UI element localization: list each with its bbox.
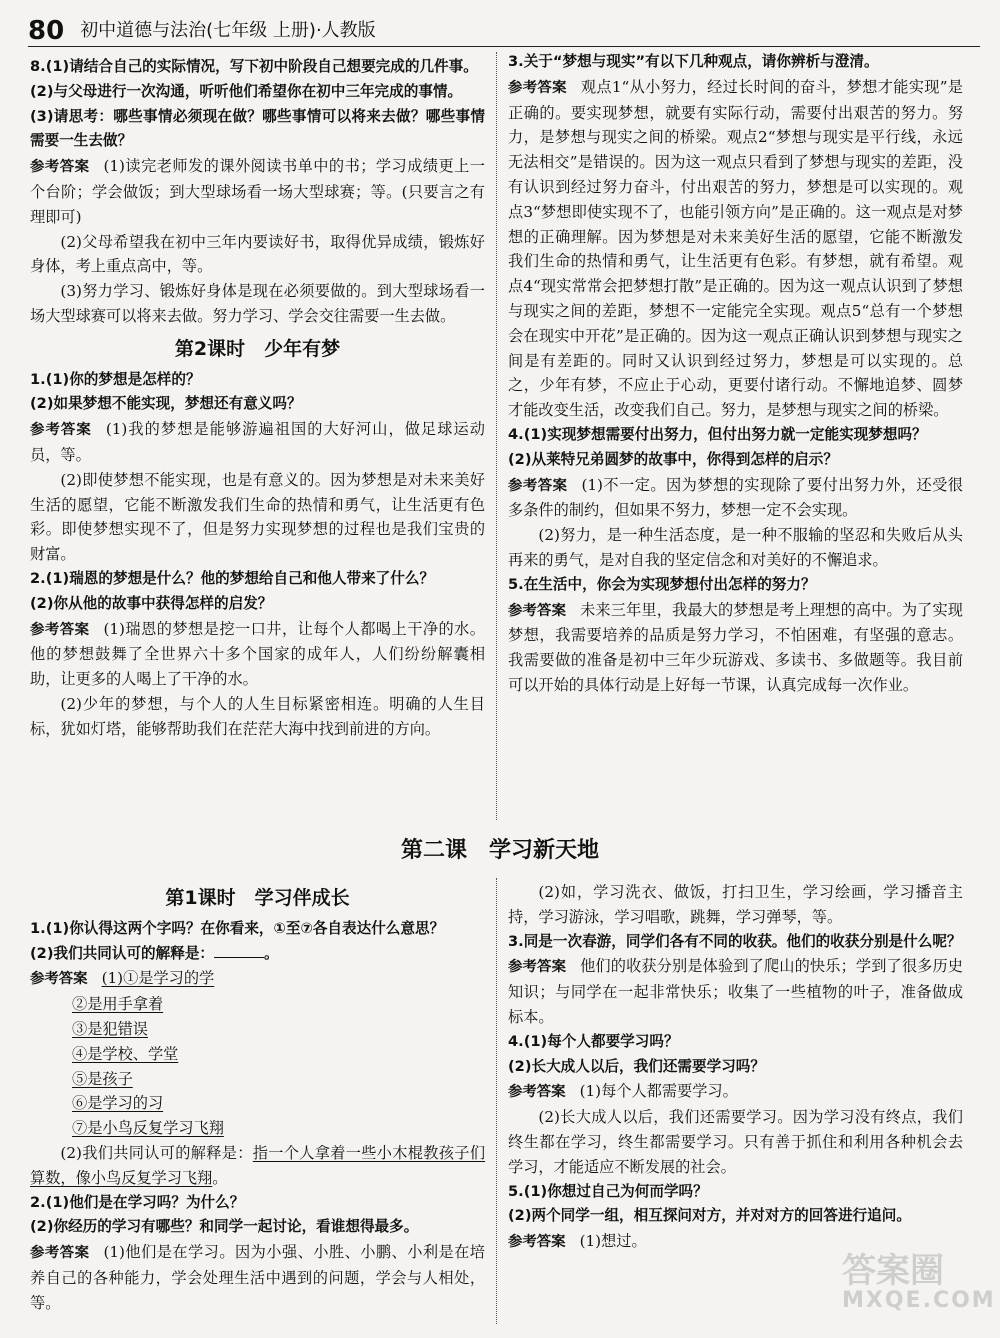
question: 3.关于“梦想与现实”有以下几种观点，请你辨析与澄清。 bbox=[508, 53, 879, 70]
answer-paragraph: (2)即使梦想不能实现，也是有意义的。因为梦想是对未来美好生活的愿望，它能不断激发我们生命的热情和勇气，让生活更有色彩。即使梦想实现不了，但是努力实现梦想的过程也是我们宝贵的财富。 bbox=[30, 470, 485, 564]
question: (2)两个同学一组，相互探问对方，并对对方的回答进行追问。 bbox=[508, 1207, 911, 1225]
answer-text: (2)我们共同认可的解释是： bbox=[60, 1143, 253, 1162]
lesson-title: 第二课 学习新天地 bbox=[400, 838, 599, 863]
answer-text: (1)瑞恩的梦想是挖一口井，让每个人都喝上干净的水。他的梦想鼓舞了全世界六十多个国家的成年人，人们纷纷解囊相助，让更多的人喝上了干净的水。 bbox=[30, 619, 485, 689]
site-watermark bbox=[842, 1251, 996, 1324]
answer-underlined: 指一个人拿着一些小木棍教孩子们算数，像小鸟反复学习飞翔 bbox=[30, 1143, 486, 1187]
answer bbox=[30, 966, 485, 992]
answer-list-text: ②是用手拿着 bbox=[72, 995, 164, 1014]
answer-paragraph: (2)父母希望我在初中三年内要读好书，取得优异成绩，锻炼好身体，考上重点高中，等。 bbox=[30, 232, 485, 276]
question-text: (2)我们共同认可的解释是： bbox=[30, 944, 215, 962]
question: 1.(1)你的梦想是怎样的？ bbox=[30, 370, 201, 388]
right-column-top bbox=[508, 50, 963, 698]
question: 2.(1)他们是在学习吗？为什么？ bbox=[30, 1193, 245, 1211]
answer bbox=[508, 75, 963, 423]
answer-text: (1)读完老师发的课外阅读书单中的书；学习成绩更上一个台阶；学会做饭；到大型球场看一场大型球赛；等。(只要言之有理即可) bbox=[30, 157, 485, 226]
section-title: 第2课时 少年有梦 bbox=[174, 337, 341, 360]
left-column-top bbox=[30, 55, 485, 742]
answer-label: 参考答案 bbox=[508, 1084, 566, 1101]
answer-text: 观点1“从小努力，经过长时间的奋斗，梦想才能实现”是正确的。要实现梦想，就要有实际行动，需要付出艰苦的努力。努力，是梦想与现实之间的桥梁。观点2“梦想与现实是平行线，永远无法相交”是错误的。因为这一观点只看到了梦想与现实的差距，没有认识到经过努力奋斗，付出艰苦的努力，梦想是可以实现的。观点3“梦想即使实现不了，也能引领方向”是正确的。这一观点是对梦想的正确理解。因为梦想是对未来美好生活的愿望，它能不断激发我们生命的热情和勇气，让生活更有色彩。有梦想，就有希望。观点4“现实常常会把梦想打散”是正确的。因为这一观点认识到了梦想与现实之间的差距，梦想不一定能完全实现。观点5“总有一个梦想会在现实中开花”是正确的。因为这一观点正确认识到梦想与现实之间是有差距的。同时又认识到经过努力，梦想是可以实现的。总之，少年有梦，不应止于心动，更要付诸行动。不懈地追梦、圆梦才能改变生活，改变我们自己。努力，是梦想与现实之间的桥梁。 bbox=[508, 77, 963, 420]
book-title: 初中道德与法治(七年级 上册)·人教版 bbox=[80, 20, 376, 42]
watermark-text: 答案圈 bbox=[842, 1251, 944, 1291]
page-number: 80 bbox=[28, 16, 65, 46]
answer-text: (1)想过。 bbox=[579, 1232, 647, 1251]
answer bbox=[508, 473, 963, 524]
answer-label: 参考答案 bbox=[508, 959, 567, 976]
question: 2.(1)瑞恩的梦想是什么？他的梦想给自己和他人带来了什么？ bbox=[30, 569, 435, 587]
answer-text: (1)每个人都需要学习。 bbox=[579, 1082, 738, 1101]
page-header bbox=[28, 6, 980, 47]
question bbox=[30, 942, 485, 967]
answer-text: 未来三年里，我最大的梦想是考上理想的高中。为了实现梦想，我需要培养的品质是努力学习，不怕困难，有坚强的意志。我需要做的准备是初中三年少玩游戏、多读书、多做题等。我目前可以开始的具体行动是上好每一节课，认真完成每一次作业。 bbox=[508, 600, 963, 694]
answer-label: 参考答案 bbox=[30, 422, 92, 439]
question: (2)与父母进行一次沟通，听听他们希望你在初中三年完成的事情。 bbox=[30, 82, 463, 100]
answer-label: 参考答案 bbox=[508, 79, 567, 96]
question: (2)如果梦想不能实现，梦想还有意义吗？ bbox=[30, 395, 302, 413]
answer bbox=[30, 1240, 485, 1315]
answer-paragraph: (2)努力，是一种生活态度，是一种不服输的坚忍和失败后从头再来的勇气，是对自我的坚定信念和对美好的不懈追求。 bbox=[508, 526, 963, 569]
question: (2)从莱特兄弟圆梦的故事中，你得到怎样的启示？ bbox=[508, 450, 838, 468]
answer-text: (1)我的梦想是能够游遍祖国的大好河山，做足球运动员，等。 bbox=[30, 420, 485, 464]
answer-label: 参考答案 bbox=[508, 1234, 566, 1251]
answer-label: 参考答案 bbox=[508, 602, 567, 619]
answer-label: 参考答案 bbox=[30, 621, 90, 638]
question: 5.(1)你想过自己为何而学吗？ bbox=[508, 1182, 708, 1200]
answer-text: 他们的收获分别是体验到了爬山的快乐；学到了很多历史知识；与同学在一起非常快乐；收集了一些植物的叶子，准备做成标本。 bbox=[508, 957, 963, 1026]
answer-label: 参考答案 bbox=[508, 477, 568, 494]
section-title: 第1课时 学习伴成长 bbox=[165, 887, 350, 909]
answer-label: 参考答案 bbox=[30, 159, 90, 176]
left-column-bottom bbox=[30, 878, 485, 1316]
answer-list-text: ⑤是孩子 bbox=[72, 1069, 133, 1088]
question: 4.(1)每个人都要学习吗？ bbox=[508, 1032, 679, 1050]
question: (2)长大成人以后，我们还需要学习吗？ bbox=[508, 1057, 765, 1075]
answer-blank bbox=[214, 943, 264, 958]
answer bbox=[30, 154, 485, 229]
answer-end: 。 bbox=[212, 1168, 228, 1187]
question: (3)请思考：哪些事情必须现在做？哪些事情可以将来去做？哪些事情需要一生去做？ bbox=[30, 107, 485, 150]
answer-label: 参考答案 bbox=[30, 971, 88, 988]
answer-text: (1)①是学习的学 bbox=[101, 969, 215, 988]
question: (2)你从他的故事中获得怎样的启发？ bbox=[30, 594, 273, 612]
answer-paragraph: (3)努力学习、锻炼好身体是现在必须要做的。到大型球场看一场大型球赛可以将来去做。努力学习、学会交往需要一生去做。 bbox=[30, 282, 485, 325]
answer-paragraph bbox=[30, 1141, 485, 1191]
answer-list-item bbox=[30, 1116, 485, 1141]
answer-paragraph: (2)少年的梦想，与个人的人生目标紧密相连。明确的人生目标，犹如灯塔，能够帮助我们在茫茫大海中找到前进的方向。 bbox=[30, 694, 485, 738]
answer-text: (1)不一定。因为梦想的实现除了要付出努力外，还受很多条件的制约，但如果不努力，梦想一定不会实现。 bbox=[508, 475, 963, 520]
question: 4.(1)实现梦想需要付出努力，但付出努力就一定能实现梦想吗？ bbox=[508, 425, 927, 443]
answer bbox=[30, 417, 485, 468]
question: (2)你经历的学习有哪些？和同学一起讨论，看谁想得最多。 bbox=[30, 1218, 419, 1236]
answer-list-item bbox=[30, 1091, 485, 1116]
column-divider-bottom bbox=[496, 878, 497, 1324]
answer-list-item bbox=[30, 1067, 485, 1092]
question-end: 。 bbox=[264, 944, 279, 962]
watermark-url: MXQE.COM bbox=[842, 1288, 996, 1313]
question: 5.在生活中，你会为实现梦想付出怎样的努力？ bbox=[508, 575, 816, 593]
answer-paragraph: (2)如，学习洗衣、做饭，打扫卫生，学习绘画，学习播音主持，学习游泳，学习唱歌，跳舞，学习弹琴，等。 bbox=[508, 883, 963, 926]
question: 1.(1)你认得这两个字吗？在你看来，①至⑦各自表达什么意思？ bbox=[30, 919, 445, 937]
answer-list-text: ⑥是学习的习 bbox=[72, 1094, 164, 1113]
answer-list bbox=[30, 992, 485, 1141]
right-column-bottom bbox=[508, 880, 963, 1255]
question: 8.(1)请结合自己的实际情况，写下初中阶段自己想要完成的几件事。 bbox=[30, 58, 478, 75]
answer-list-text: ③是犯错误 bbox=[72, 1019, 148, 1038]
answer-paragraph: (2)长大成人以后，我们还需要学习。因为学习没有终点，我们终生都在学习，终生都需要学习。只有善于抓住和利用各种机会去学习，才能适应不断发展的社会。 bbox=[508, 1108, 963, 1176]
column-divider-top bbox=[496, 52, 497, 820]
answer-text: (1)他们是在学习。因为小强、小胜、小鹏、小利是在培养自己的各种能力，学会处理生活中遇到的问题，学会与人相处，等。 bbox=[30, 1243, 485, 1312]
answer bbox=[508, 954, 963, 1029]
answer-list-text: ④是学校、学堂 bbox=[72, 1044, 179, 1063]
answer-label: 参考答案 bbox=[30, 1245, 90, 1262]
answer bbox=[508, 1079, 963, 1105]
answer-list-text: ⑦是小鸟反复学习飞翔 bbox=[72, 1119, 224, 1138]
question: 3.同是一次春游，同学们各有不同的收获。他们的收获分别是什么呢？ bbox=[508, 932, 962, 950]
answer-list-item bbox=[30, 992, 485, 1017]
answer-list-item bbox=[30, 1042, 485, 1067]
answer-list-item bbox=[30, 1017, 485, 1042]
answer bbox=[508, 598, 963, 698]
answer bbox=[30, 617, 485, 692]
